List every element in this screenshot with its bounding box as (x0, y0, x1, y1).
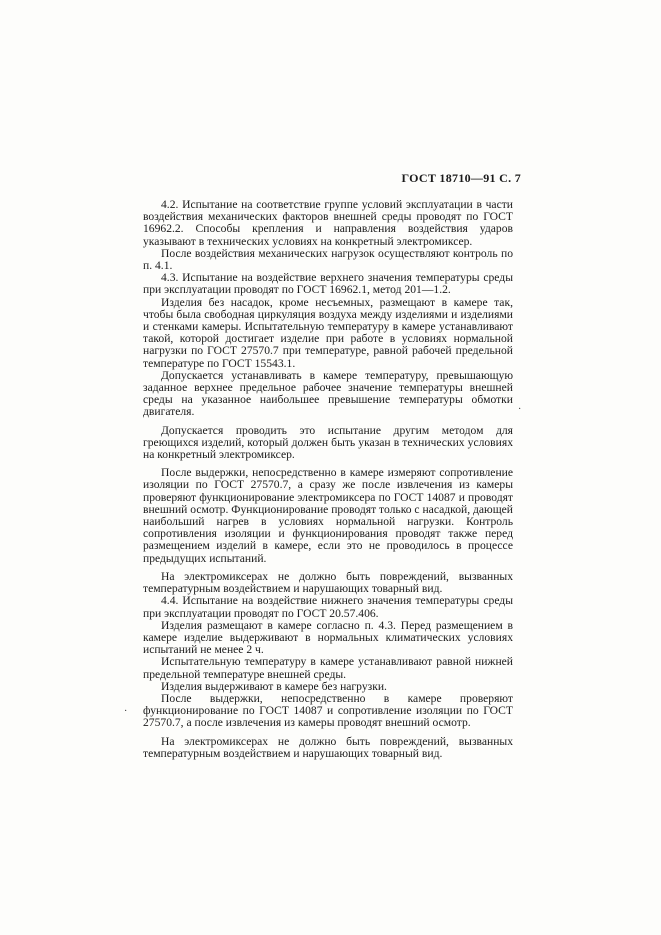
paragraph: После выдержки, непосредственно в камере проверяют функционирование по ГОСТ 14087 и сопротивление изоляции по ГОСТ 27570.7, а после извлечения из камеры проводят внешний осмотр. (143, 691, 513, 730)
paragraph: Допускается устанавливать в камере температуру, превышающую заданное верхнее предельное рабочее значение температуры внешней среды на указанное наибольшее превышение температуры обмотки двигателя. (143, 368, 513, 419)
paragraph: Изделия размещают в камере согласно п. 4.3. Перед размещением в камере изделие выдерживают в нормальных климатических условиях испытаний не менее 2 ч. (143, 618, 513, 657)
paragraph-4-2: 4.2. Испытание на соответствие группе условий эксплуатации в части воздействия механических факторов внешней среды проводят по ГОСТ 16962.2. Способы крепления и направления воздействия ударов указывают в технических условиях на конкретный электромиксер. (143, 198, 513, 248)
paragraph: Допускается проводить это испытание другим методом для греющихся изделий, который должен быть указан в технических условиях на конкретный электромиксер. (143, 423, 513, 462)
paragraph: После воздействия механических нагрузок осуществляют контроль по п. 4.1. (143, 246, 513, 273)
document-body (143, 199, 513, 760)
paragraph-4-4: 4.4. Испытание на воздействие нижнего значения температуры среды при эксплуатации проводят по ГОСТ 20.57.406. (143, 594, 513, 620)
paragraph: После выдержки, непосредственно в камере измеряют сопротивление изоляции по ГОСТ 27570.7, а сразу же после извлечения из камеры проверяют функционирование электромиксера по ГОСТ 14087 и проводят внешний осмотр. Функционирование проводят только с насадкой, дающей наибольший нагрев в условиях нормальной нагрузки. Контроль сопротивления изоляции и функционирования проводят также перед размещением изделий в камере, если это не проводилось в процессе предыдущих испытаний. (143, 466, 513, 565)
paragraph: На электромиксерах не должно быть повреждений, вызванных температурным воздействием и нарушающих товарный вид. (143, 569, 513, 596)
paragraph: На электромиксерах не должно быть повреждений, вызванных температурным воздействием и нарушающих товарный вид. (143, 734, 513, 760)
paragraph: Изделия выдерживают в камере без нагрузки. (161, 679, 387, 693)
paragraph: Изделия без насадок, кроме несъемных, размещают в камере так, чтобы была свободная циркуляция воздуха между изделиями и изделиями и стенками камеры. Испытательную температуру в камере устанавливают такой, которой достигает изделие при работе в условиях нормальной нагрузки по ГОСТ 27570.7 при температуре, равной рабочей предельной температуре по ГОСТ 15543.1. (143, 295, 513, 370)
scan-speck: · (518, 404, 522, 415)
page-header: ГОСТ 18710—91 С. 7 (401, 171, 521, 185)
scan-speck: · (124, 706, 128, 717)
paragraph-4-3: 4.3. Испытание на воздействие верхнего значения температуры среды при эксплуатации проводят по ГОСТ 16962.1, метод 201—1.2. (143, 271, 513, 297)
paragraph: Испытательную температуру в камере устанавливают равной нижней предельной температуре внешней среды. (143, 655, 513, 681)
